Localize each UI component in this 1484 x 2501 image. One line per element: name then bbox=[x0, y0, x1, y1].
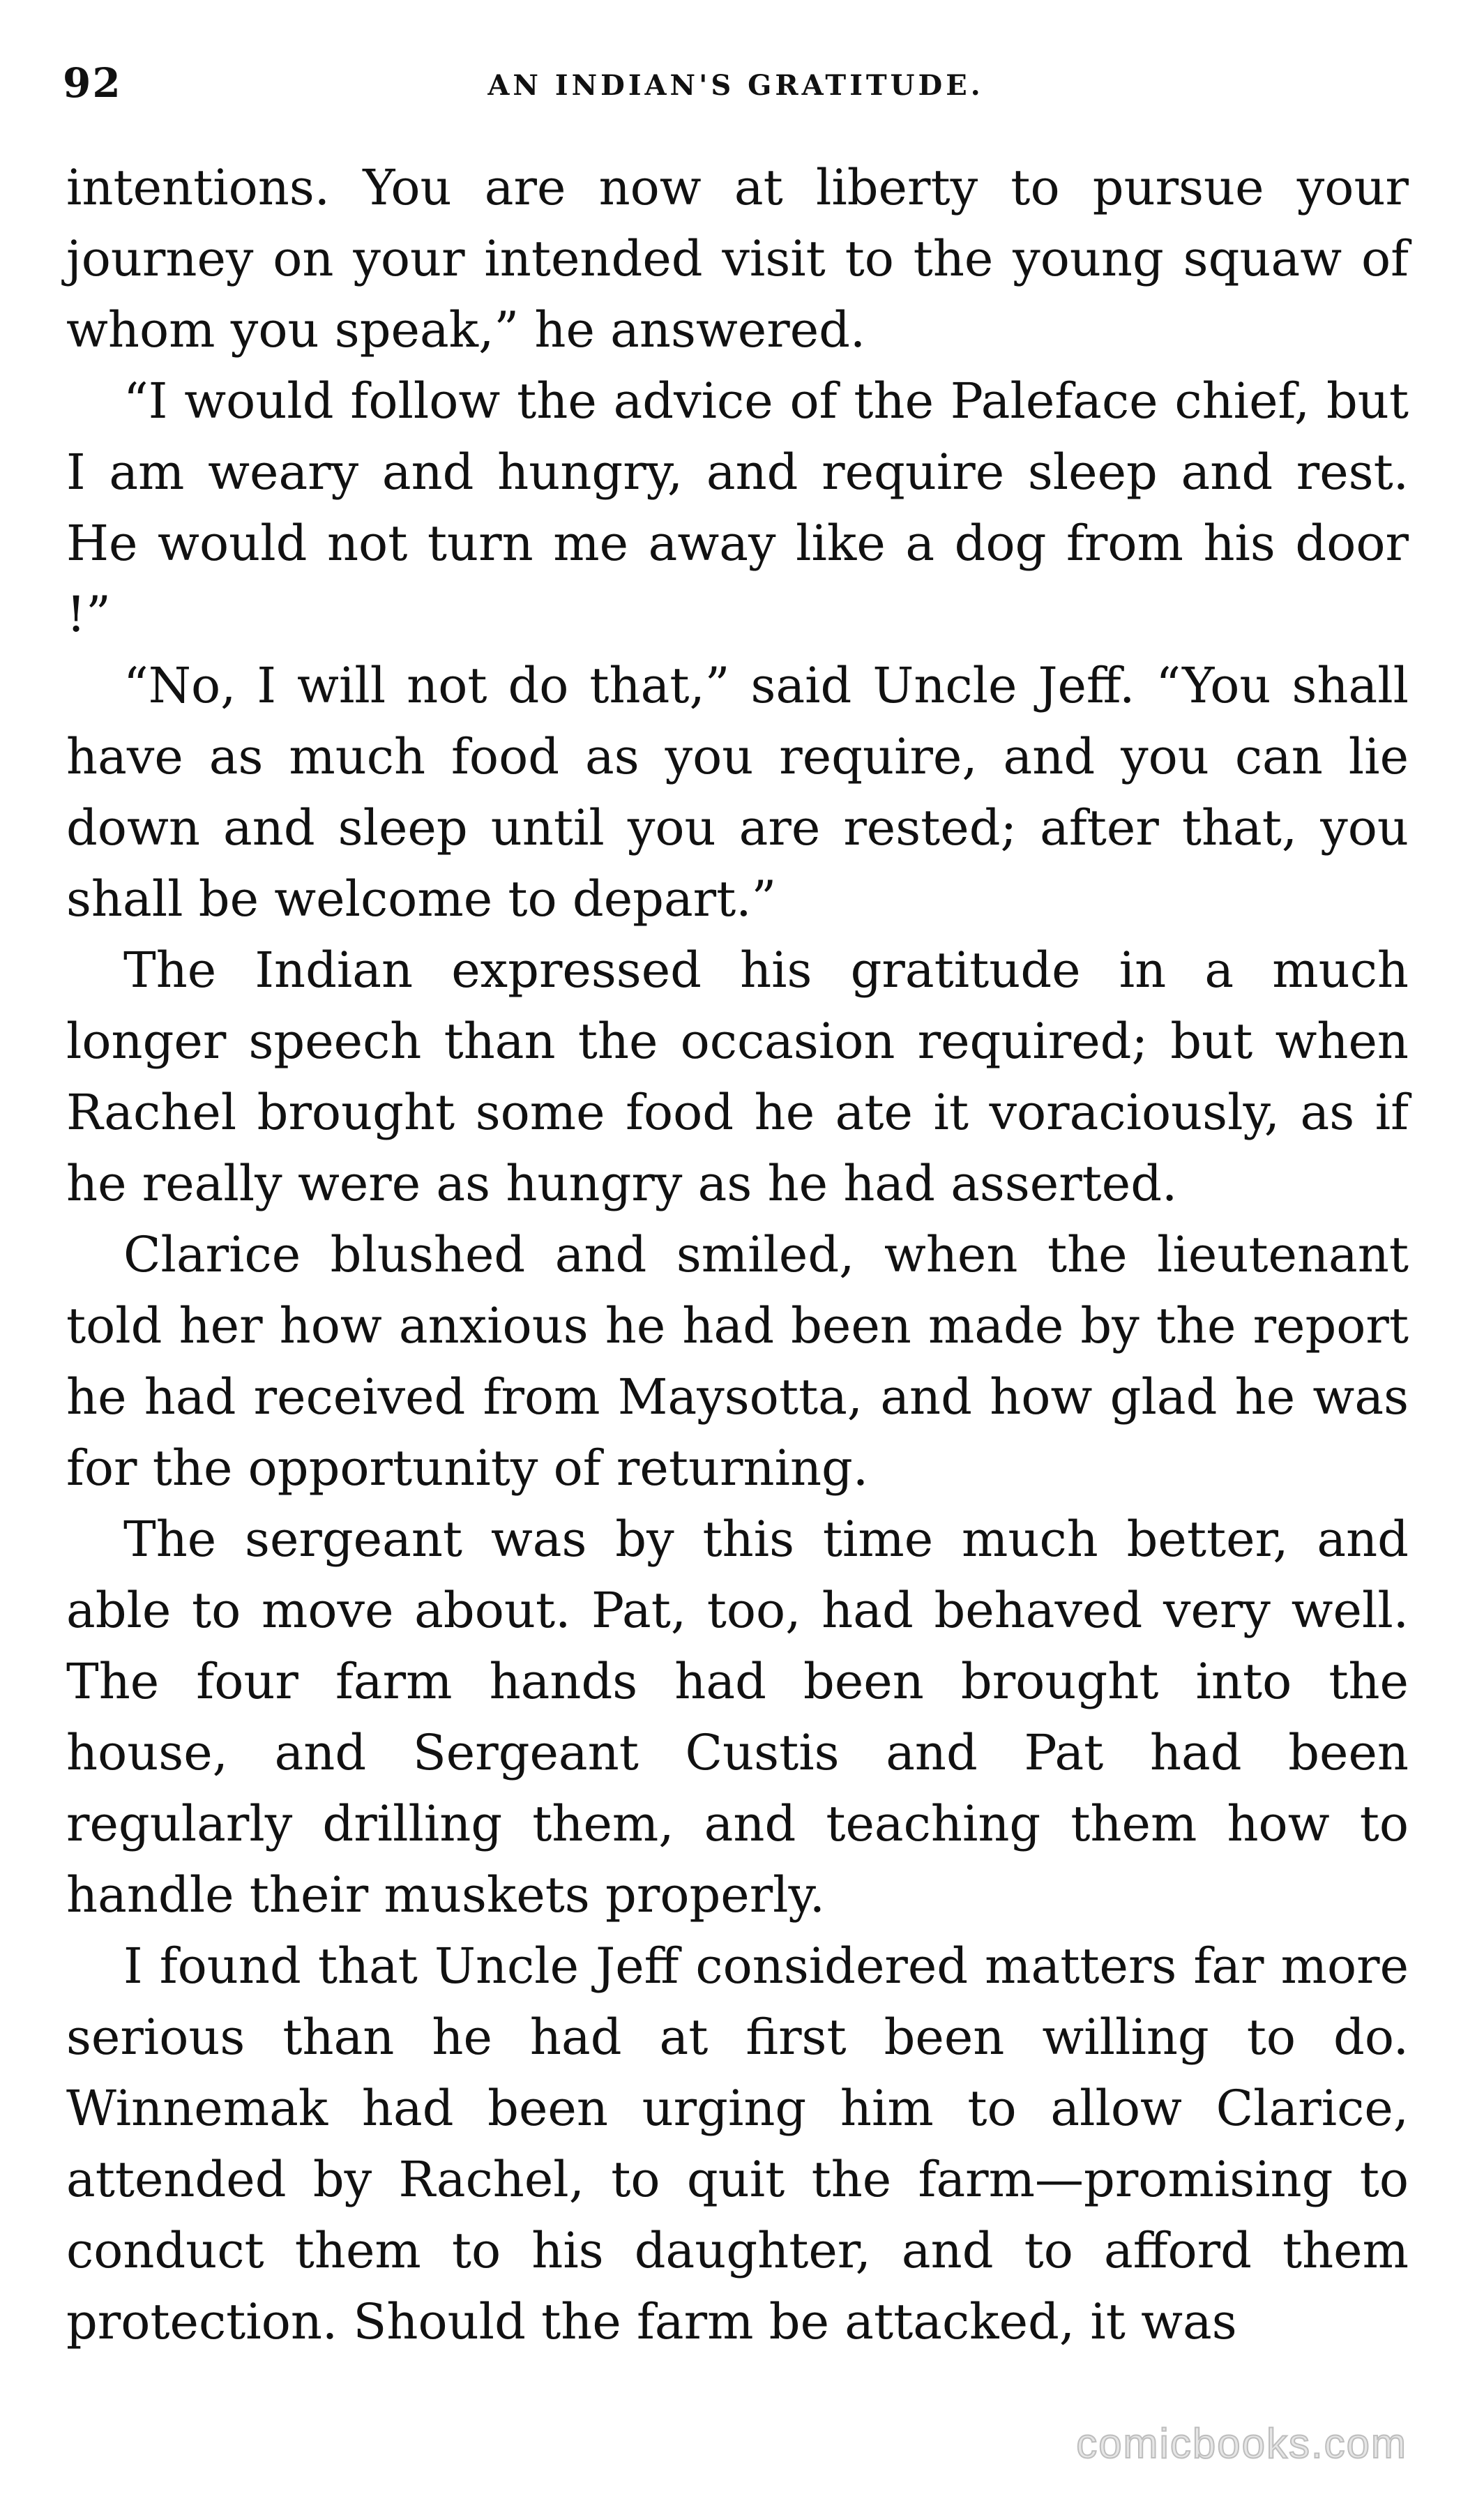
paragraph-5: Clarice blushed and smiled, when the lieutenant told her how anxious he had been made by the report he had received from Maysotta, and how glad he was for the opportunity of returning. bbox=[66, 1226, 1409, 1497]
paragraph-6: The sergeant was by this time much better, and able to move about. Pat, too, had behaved very well. The four farm hands had been brought into the house, and Sergeant Custis and Pat had been regularly drilling them, and teaching them how to handle their muskets properly. bbox=[66, 1511, 1409, 1924]
paragraph-7: I found that Uncle Jeff considered matters far more serious than he had at first been willing to do. Winnemak had been urging him to allow Clarice, attended by Rachel, to quit the farm—promising to conduct them to his daughter, and to afford them protection. Should the farm be attacked, it was bbox=[66, 1937, 1409, 2350]
paragraph-4: The Indian expressed his gratitude in a much longer speech than the occasion required; but when Rachel brought some food he ate it voraciously, as if he really were as hungry as he had asserted. bbox=[66, 942, 1409, 1212]
running-head: AN INDIAN'S GRATITUDE. bbox=[487, 69, 984, 102]
paragraph-2: “I would follow the advice of the Paleface chief, but I am weary and hungry, and require sleep and rest. He would not turn me away like a dog from his door !” bbox=[66, 372, 1409, 643]
body-text bbox=[66, 152, 1409, 2357]
paragraph-1: intentions. You are now at liberty to pursue your journey on your intended visit to the young squaw of whom you speak,” he answered. bbox=[66, 159, 1409, 358]
page-header bbox=[63, 59, 1409, 122]
page-number: 92 bbox=[63, 59, 122, 107]
paragraph-3: “No, I will not do that,” said Uncle Jeff. “You shall have as much food as you require, and you can lie down and sleep until you are rested; after that, you shall be welcome to depart.” bbox=[66, 657, 1409, 928]
watermark: comicbooks.com bbox=[1076, 2420, 1407, 2467]
